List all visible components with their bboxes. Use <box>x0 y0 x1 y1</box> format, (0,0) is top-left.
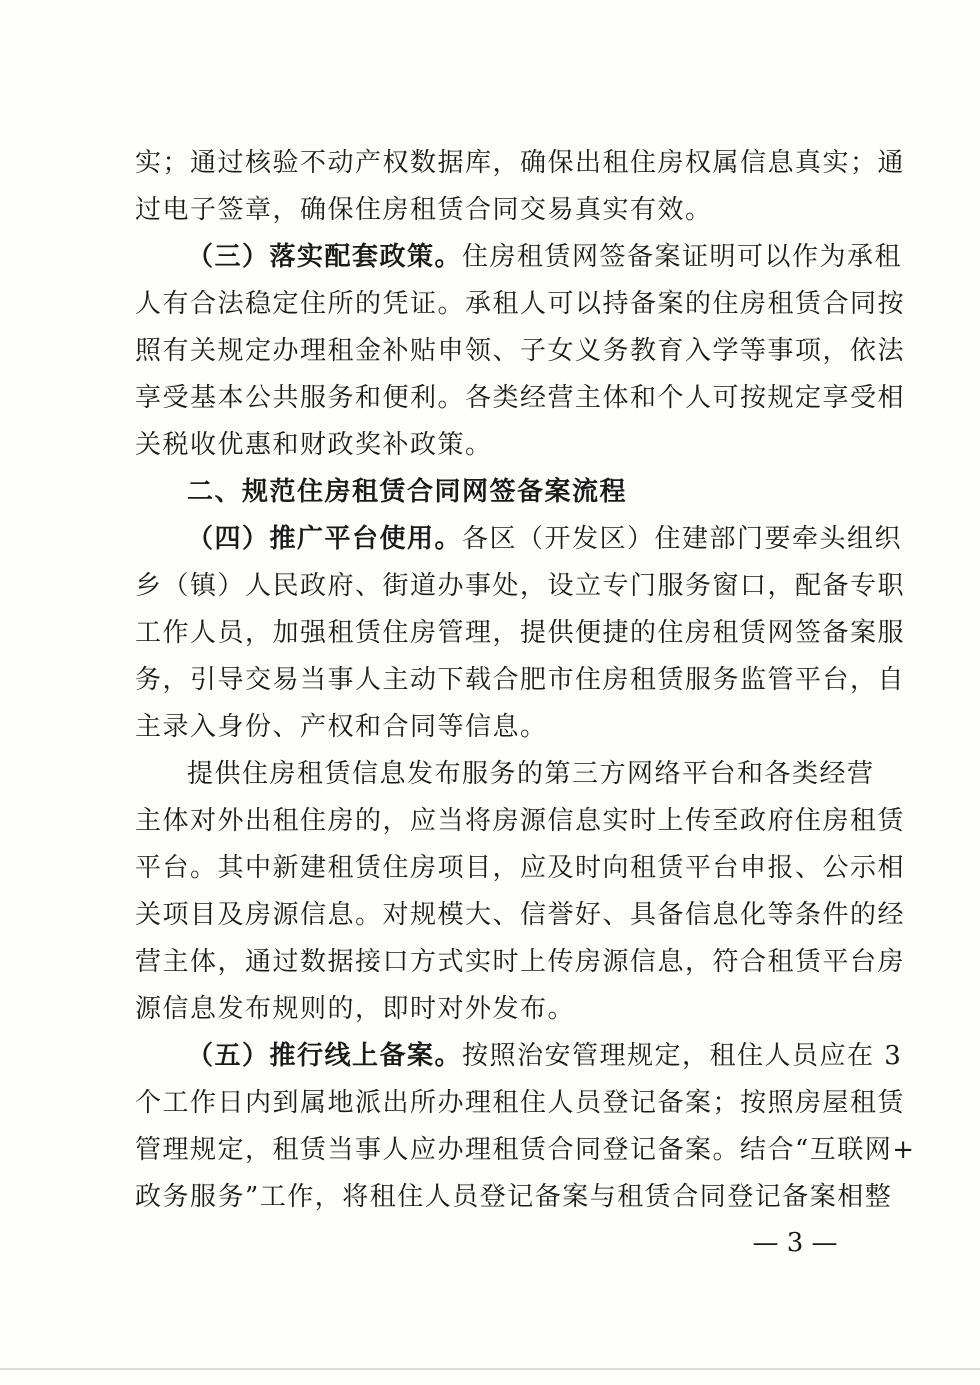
text-line: 照有关规定办理租金补贴申领、子女义务教育入学等事项，依法 <box>135 336 906 366</box>
text-line: 平台。其中新建租赁住房项目，应及时向租赁平台申报、公示相 <box>135 853 906 883</box>
text-line: 主录入身份、产权和合同等信息。 <box>135 712 548 742</box>
text-line: 源信息发布规则的，即时对外发布。 <box>135 994 576 1024</box>
section-heading-five: （五）推行线上备案。 <box>187 1041 463 1071</box>
document-body <box>135 140 916 1221</box>
text-line: 管理规定，租赁当事人应办理租赁合同登记备案。结合“互联网+ <box>135 1135 916 1165</box>
text-span: 住房租赁网签备案证明可以作为承租 <box>462 242 903 272</box>
text-line: 乡（镇）人民政府、街道办事处，设立专门服务窗口，配备专职 <box>135 571 906 601</box>
text-line: 过电子签章，确保住房租赁合同交易真实有效。 <box>135 195 713 225</box>
chapter-heading-two: 二、规范住房租赁合同网签备案流程 <box>187 477 628 507</box>
paragraph-five-start <box>135 1033 903 1080</box>
text-line: 关税收优惠和财政奖补政策。 <box>135 430 493 460</box>
text-line: 个工作日内到属地派出所办理租住人员登记备案；按照房屋租赁 <box>135 1088 906 1118</box>
text-line: 营主体，通过数据接口方式实时上传房源信息，符合租赁平台房 <box>135 947 906 977</box>
text-span: 按照治安管理规定，租住人员应在 3 <box>462 1041 903 1071</box>
text-line: 实；通过核验不动产权数据库，确保出租住房权属信息真实；通 <box>135 148 906 178</box>
section-heading-four: （四）推广平台使用。 <box>187 524 463 554</box>
text-line: 关项目及房源信息。对规模大、信誉好、具备信息化等条件的经 <box>135 900 906 930</box>
text-line: 主体对外出租住房的，应当将房源信息实时上传至政府住房租赁 <box>135 806 906 836</box>
scan-edge-divider <box>0 1368 980 1370</box>
text-line: 人有合法稳定住所的凭证。承租人可以持备案的住房租赁合同按 <box>135 289 906 319</box>
paragraph-three-start <box>135 234 903 281</box>
text-line: 工作人员，加强租赁住房管理，提供便捷的住房租赁网签备案服 <box>135 618 906 648</box>
text-line: 享受基本公共服务和便利。各类经营主体和个人可按规定享受相 <box>135 383 906 413</box>
text-line: 提供住房租赁信息发布服务的第三方网络平台和各类经营 <box>187 759 875 789</box>
page-number: — 3 — <box>752 1228 838 1258</box>
text-line: 政务服务”工作，将租住人员登记备案与租赁合同登记备案相整 <box>135 1182 893 1212</box>
paragraph-four-start <box>135 516 903 563</box>
text-line: 务，引导交易当事人主动下载合肥市住房租赁服务监管平台，自 <box>135 665 906 695</box>
text-span: 各区（开发区）住建部门要牵头组织 <box>462 524 903 554</box>
section-heading-three: （三）落实配套政策。 <box>187 242 463 272</box>
